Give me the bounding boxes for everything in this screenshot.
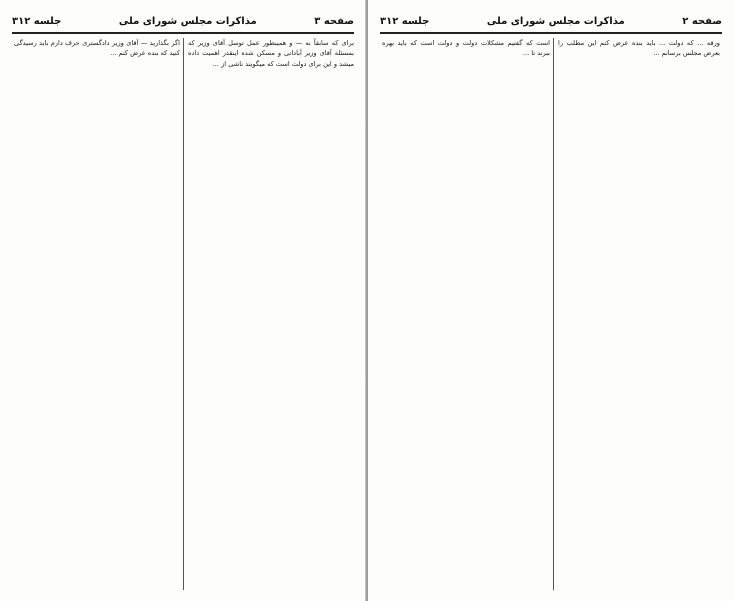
left-page-column-right [188,38,354,590]
left-page-column-left [14,38,180,590]
right-page-column-right [558,38,720,590]
left-page-header [12,10,354,34]
right-page-session: جلسه ۳۱۲ [380,15,430,27]
left-col-2-text: اگر بگذارید — آقای وزیر دادگستری حرف دارم باید رسیدگی کنید که بنده عرض کنم ... [14,39,180,58]
column-divider [183,38,184,590]
left-page-session: جلسه ۳۱۲ [12,15,62,27]
right-page-title: مذاکرات مجلس شورای ملی [486,15,625,27]
left-col-1-text: برای که سابقاً نه — و همینطور عمل توسل آقای وزیر که بمسئله آقای وزیر آبادانی و مسکن شده اینقدر اهمیت داده میشد و این برای دولت است که میگویند ناشی از ... [188,39,354,68]
right-col-2-text: است که گفتیم مشکلات دولت و دولت است که باید بهره ببرند تا ... [382,39,550,58]
left-page [0,0,366,601]
left-page-title: مذاکرات مجلس شورای ملی [118,15,257,27]
right-col-1-text: ورقه ... که دولت ... باید بنده عرض کنم این مطلب را بعرض مجلس برسانم ... [558,39,720,58]
right-page-label: صفحه ۲ [682,15,722,27]
left-page-label: صفحه ۳ [314,15,354,27]
right-page-column-left [382,38,550,590]
right-page-header [380,10,722,34]
right-page [368,0,734,601]
column-divider [553,38,554,590]
